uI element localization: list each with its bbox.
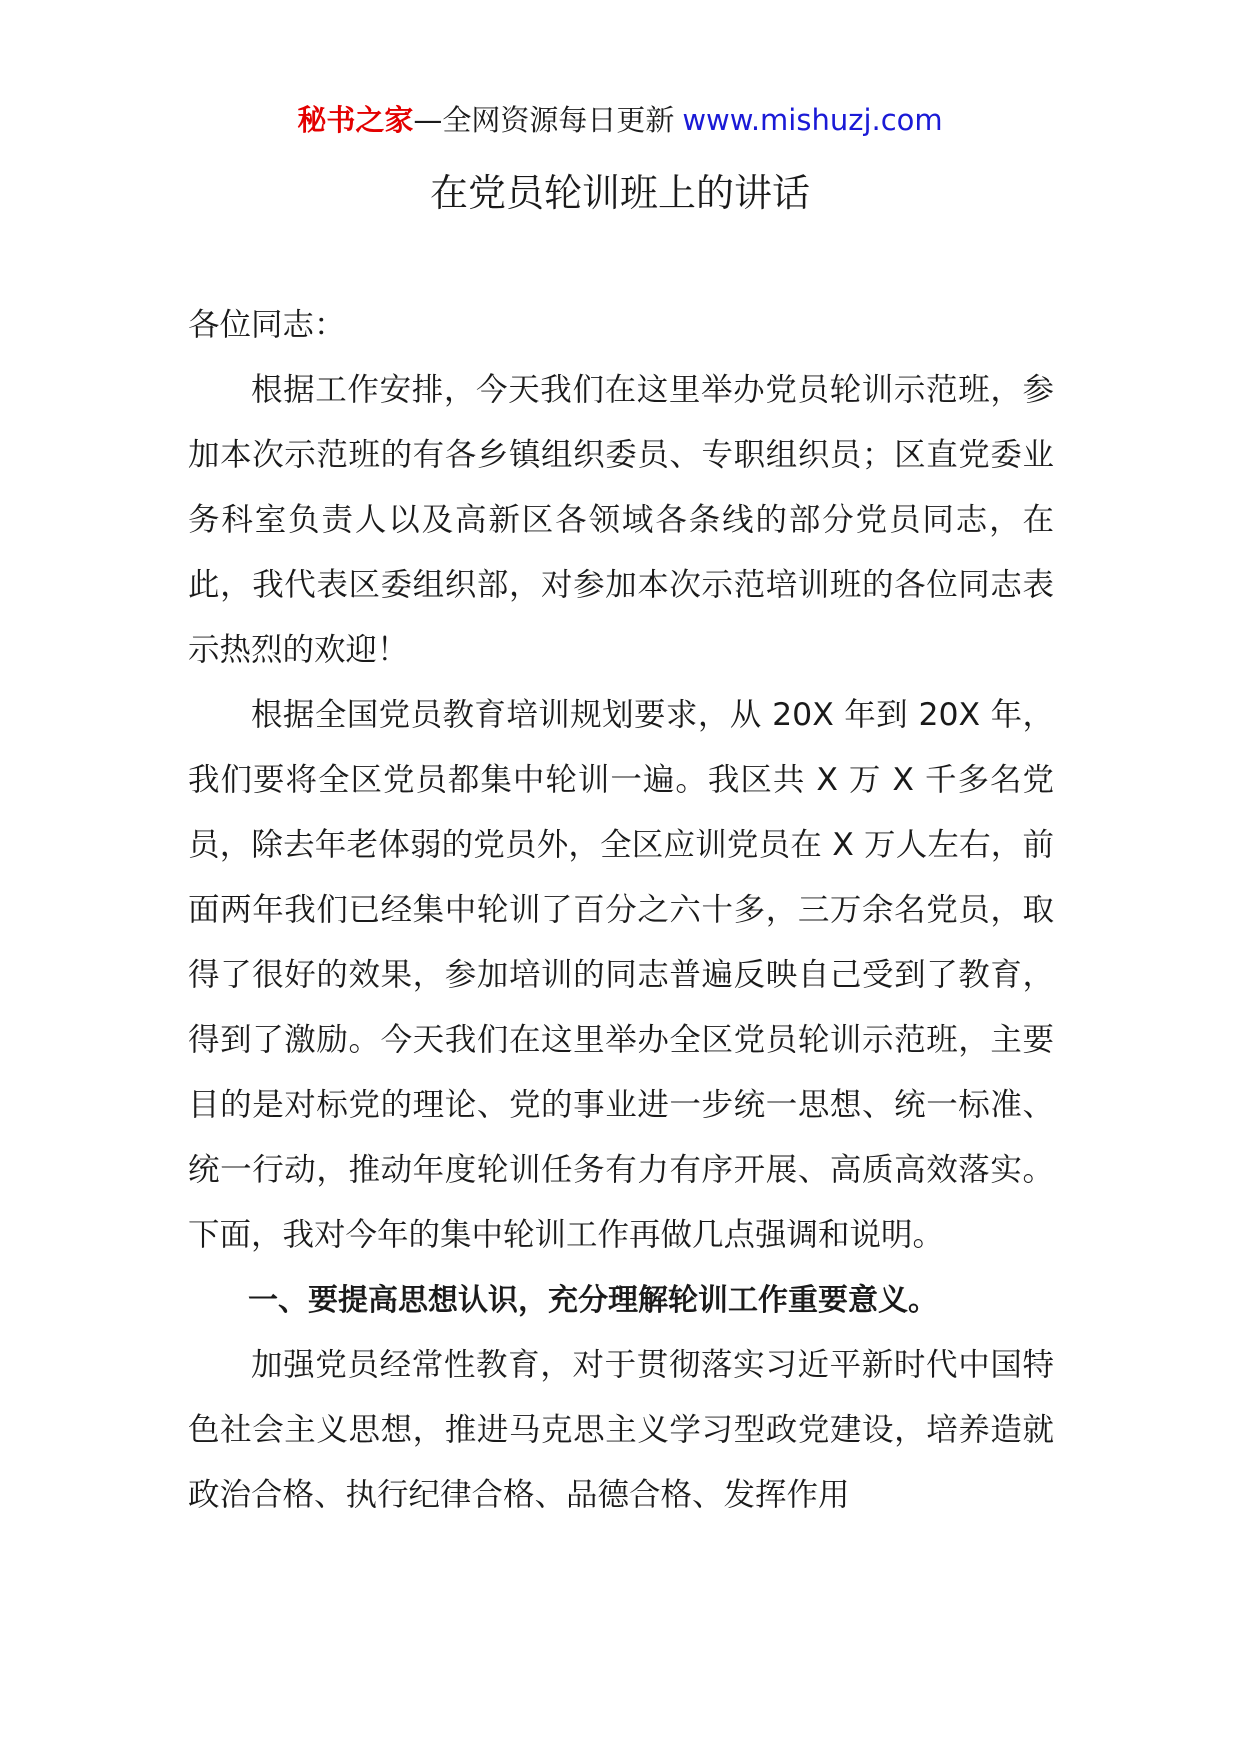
site-brand: 秘书之家 xyxy=(297,103,414,137)
site-tagline: —全网资源每日更新 xyxy=(413,103,675,137)
site-url-link[interactable]: www.mishuzj.com xyxy=(682,103,943,137)
body-paragraph: 加强党员经常性教育，对于贯彻落实习近平新时代中国特色社会主义思想，推进马克思主义学习型政党建设，培养造就政治合格、执行纪律合格、品德合格、发挥作用 xyxy=(188,1347,1054,1513)
body-paragraph: 根据工作安排，今天我们在这里举办党员轮训示范班，参加本次示范班的有各乡镇组织委员、专职组织员；区直党委业务科室负责人以及高新区各领域各条线的部分党员同志，在此，我代表区委组织部，对参加本次示范培训班的各位同志表示热烈的欢迎！ xyxy=(188,372,1054,668)
salutation: 各位同志： xyxy=(188,307,346,343)
body-paragraph: 根据全国党员教育培训规划要求，从 20X 年到 20X 年，我们要将全区党员都集中轮训一遍。我区共 X 万 X 千多名党员，除去年老体弱的党员外，全区应训党员在 X 万人左右，前面两年我们已经集中轮训了百分之六十多，三万余名党员，取得了很好的效果，参加培训的同志普遍反映自己受到了教育，得到了激励。今天我们在这里举办全区党员轮训示范班，主要目的是对标党的理论、党的事业进一步统一思想、统一标准、统一行动，推动年度轮训任务有力有序开展、高质高效落实。下面，我对今年的集中轮训工作再做几点强调和说明。 xyxy=(188,697,1054,1253)
document-title: 在党员轮训班上的讲话 xyxy=(429,171,810,215)
section-heading: 一、要提高思想认识，充分理解轮训工作重要意义。 xyxy=(248,1283,938,1318)
document-body xyxy=(188,293,1054,1528)
site-header xyxy=(0,100,1240,140)
